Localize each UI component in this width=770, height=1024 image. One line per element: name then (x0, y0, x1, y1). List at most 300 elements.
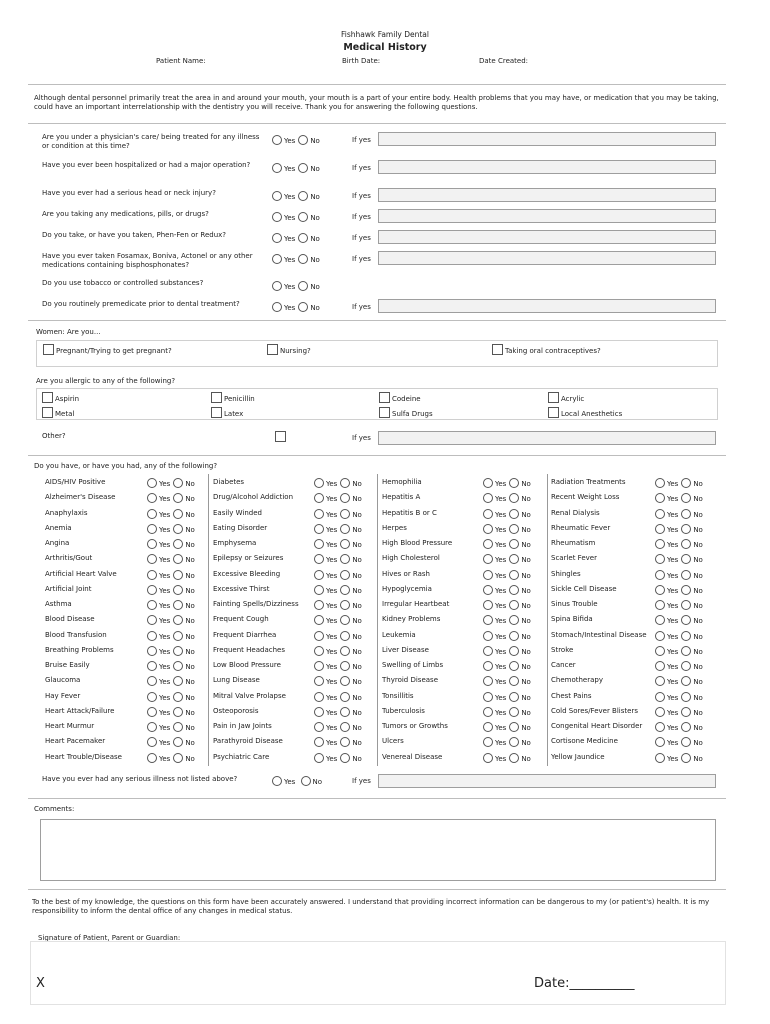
yes-label: Yes (159, 587, 171, 595)
yes-radio[interactable] (147, 493, 157, 503)
no-radio[interactable] (298, 233, 308, 243)
no-radio[interactable] (173, 615, 183, 625)
no-radio[interactable] (509, 478, 519, 488)
yes-label: Yes (667, 617, 679, 625)
no-radio[interactable] (173, 661, 183, 671)
if-yes-label: If yes (352, 255, 371, 263)
yes-label: Yes (495, 556, 507, 564)
yes-radio[interactable] (483, 493, 493, 503)
no-radio[interactable] (173, 753, 183, 763)
yes-label: Yes (495, 709, 507, 717)
condition-label: Stroke (551, 646, 574, 654)
yes-radio[interactable] (314, 524, 324, 534)
checkbox[interactable] (42, 392, 53, 403)
no-label: No (310, 193, 320, 201)
yes-label: Yes (667, 541, 679, 549)
yes-radio[interactable] (655, 554, 665, 564)
no-radio[interactable] (681, 737, 691, 747)
yes-label: Yes (284, 256, 296, 264)
no-label: No (312, 778, 323, 786)
yes-label: Yes (284, 193, 296, 201)
yes-radio[interactable] (314, 554, 324, 564)
yes-radio[interactable] (147, 615, 157, 625)
checkbox[interactable] (267, 344, 278, 355)
no-radio[interactable] (301, 776, 311, 786)
yes-radio[interactable] (147, 661, 157, 671)
no-radio[interactable] (298, 281, 308, 291)
no-radio[interactable] (173, 707, 183, 717)
yes-radio[interactable] (147, 570, 157, 580)
checkbox[interactable] (548, 392, 559, 403)
no-radio[interactable] (509, 676, 519, 686)
yes-radio[interactable] (147, 692, 157, 702)
yes-label: Yes (326, 511, 338, 519)
allergy-label: Local Anesthetics (561, 410, 623, 418)
condition-label: Tuberculosis (382, 707, 425, 715)
yes-radio[interactable] (483, 661, 493, 671)
yes-no-radios (147, 676, 195, 686)
yes-label: Yes (159, 495, 171, 503)
yes-no-radios (483, 539, 531, 549)
divider (28, 84, 726, 85)
yes-label: Yes (495, 617, 507, 625)
allergy-option[interactable] (379, 392, 421, 404)
yes-no-radios (483, 661, 531, 671)
yes-radio[interactable] (655, 737, 665, 747)
yes-label: Yes (667, 755, 679, 763)
no-label: No (693, 724, 703, 732)
no-label: No (352, 678, 362, 686)
if-yes-field[interactable] (378, 251, 716, 265)
yes-radio[interactable] (483, 676, 493, 686)
condition-label: Fainting Spells/Dizziness (213, 600, 299, 608)
no-radio[interactable] (173, 509, 183, 519)
yes-radio[interactable] (147, 585, 157, 595)
yes-label: Yes (284, 283, 296, 291)
no-radio[interactable] (340, 707, 350, 717)
yes-label: Yes (495, 648, 507, 656)
condition-label: Rheumatism (551, 539, 596, 547)
yes-radio[interactable] (272, 281, 282, 291)
condition-label: Congenital Heart Disorder (551, 722, 643, 730)
if-yes-field[interactable] (378, 230, 716, 244)
no-radio[interactable] (340, 737, 350, 747)
no-radio[interactable] (340, 661, 350, 671)
yes-radio[interactable] (314, 753, 324, 763)
yes-radio[interactable] (272, 191, 282, 201)
no-label: No (352, 556, 362, 564)
no-label: No (693, 678, 703, 686)
yes-radio[interactable] (483, 692, 493, 702)
no-radio[interactable] (298, 191, 308, 201)
no-radio[interactable] (340, 493, 350, 503)
yes-no-radios (314, 692, 362, 702)
yes-no-radios (272, 281, 320, 291)
column-divider (208, 474, 209, 766)
no-radio[interactable] (681, 692, 691, 702)
no-radio[interactable] (173, 737, 183, 747)
no-radio[interactable] (340, 692, 350, 702)
no-radio[interactable] (509, 661, 519, 671)
yes-radio[interactable] (147, 737, 157, 747)
yes-radio[interactable] (483, 722, 493, 732)
no-radio[interactable] (340, 585, 350, 595)
no-radio[interactable] (340, 631, 350, 641)
yes-label: Yes (326, 480, 338, 488)
yes-radio[interactable] (314, 661, 324, 671)
no-radio[interactable] (298, 254, 308, 264)
yes-radio[interactable] (272, 163, 282, 173)
no-radio[interactable] (509, 524, 519, 534)
yes-radio[interactable] (147, 753, 157, 763)
condition-label: Bruise Easily (45, 661, 90, 669)
no-label: No (352, 526, 362, 534)
no-label: No (693, 617, 703, 625)
yes-radio[interactable] (655, 707, 665, 717)
no-radio[interactable] (340, 646, 350, 656)
no-radio[interactable] (681, 585, 691, 595)
condition-label: Excessive Thirst (213, 585, 270, 593)
checkbox[interactable] (492, 344, 503, 355)
yes-radio[interactable] (483, 554, 493, 564)
allergy-option[interactable] (548, 392, 584, 404)
yes-radio[interactable] (655, 585, 665, 595)
yes-radio[interactable] (483, 646, 493, 656)
yes-no-radios (483, 722, 531, 732)
no-radio[interactable] (509, 737, 519, 747)
no-radio[interactable] (681, 570, 691, 580)
no-radio[interactable] (509, 554, 519, 564)
yes-radio[interactable] (314, 707, 324, 717)
yes-radio[interactable] (655, 539, 665, 549)
no-radio[interactable] (681, 661, 691, 671)
yes-radio[interactable] (483, 737, 493, 747)
yes-radio[interactable] (314, 493, 324, 503)
yes-radio[interactable] (655, 600, 665, 610)
question-text: Are you taking any medications, pills, or drugs? (42, 210, 209, 218)
yes-radio[interactable] (314, 737, 324, 747)
no-radio[interactable] (173, 539, 183, 549)
divider (28, 123, 726, 124)
no-radio[interactable] (340, 676, 350, 686)
no-radio[interactable] (681, 722, 691, 732)
no-radio[interactable] (173, 600, 183, 610)
yes-no-radios (147, 615, 195, 625)
no-label: No (521, 633, 531, 641)
yes-no-radios (147, 661, 195, 671)
no-label: No (693, 587, 703, 595)
no-label: No (693, 694, 703, 702)
yes-radio[interactable] (483, 585, 493, 595)
no-radio[interactable] (509, 631, 519, 641)
yes-radio[interactable] (314, 600, 324, 610)
yes-radio[interactable] (272, 254, 282, 264)
yes-radio[interactable] (655, 493, 665, 503)
no-radio[interactable] (340, 570, 350, 580)
condition-label: Easily Winded (213, 509, 262, 517)
no-radio[interactable] (340, 600, 350, 610)
yes-radio[interactable] (483, 539, 493, 549)
yes-radio[interactable] (147, 554, 157, 564)
yes-radio[interactable] (655, 524, 665, 534)
yes-radio[interactable] (314, 631, 324, 641)
yes-radio[interactable] (483, 600, 493, 610)
yes-radio[interactable] (483, 631, 493, 641)
condition-label: AIDS/HIV Positive (45, 478, 106, 486)
yes-radio[interactable] (655, 615, 665, 625)
no-label: No (521, 724, 531, 732)
yes-radio[interactable] (314, 692, 324, 702)
yes-radio[interactable] (655, 631, 665, 641)
yes-radio[interactable] (483, 615, 493, 625)
yes-radio[interactable] (272, 135, 282, 145)
allergy-option[interactable] (42, 392, 79, 404)
if-yes-field[interactable] (378, 209, 716, 223)
no-label: No (521, 572, 531, 580)
yes-label: Yes (159, 678, 171, 686)
no-radio[interactable] (340, 615, 350, 625)
women-option[interactable] (267, 344, 311, 356)
yes-radio[interactable] (147, 600, 157, 610)
yes-radio[interactable] (483, 524, 493, 534)
yes-no-radios (483, 600, 531, 610)
yes-radio[interactable] (483, 509, 493, 519)
yes-label: Yes (159, 663, 171, 671)
no-radio[interactable] (509, 753, 519, 763)
condition-label: Radiation Treatments (551, 478, 626, 486)
if-yes-field[interactable] (378, 188, 716, 202)
no-radio[interactable] (173, 676, 183, 686)
yes-radio[interactable] (314, 615, 324, 625)
no-radio[interactable] (681, 707, 691, 717)
yes-radio[interactable] (655, 722, 665, 732)
checkbox[interactable] (548, 407, 559, 418)
no-radio[interactable] (509, 600, 519, 610)
no-radio[interactable] (509, 722, 519, 732)
no-radio[interactable] (681, 554, 691, 564)
no-label: No (185, 556, 195, 564)
condition-label: Blood Transfusion (45, 631, 107, 639)
no-radio[interactable] (340, 753, 350, 763)
condition-label: Hay Fever (45, 692, 81, 700)
women-option-label: Nursing? (280, 347, 311, 355)
yes-label: Yes (667, 587, 679, 595)
yes-radio[interactable] (147, 478, 157, 488)
condition-label: Sickle Cell Disease (551, 585, 617, 593)
yes-radio[interactable] (314, 722, 324, 732)
yes-no-radios (655, 615, 703, 625)
yes-radio[interactable] (483, 753, 493, 763)
yes-no-radios (314, 493, 362, 503)
no-radio[interactable] (173, 493, 183, 503)
no-radio[interactable] (340, 509, 350, 519)
allergy-option[interactable] (42, 407, 74, 419)
no-radio[interactable] (509, 509, 519, 519)
no-radio[interactable] (681, 615, 691, 625)
yes-no-radios (147, 509, 195, 519)
yes-radio[interactable] (655, 570, 665, 580)
yes-radio[interactable] (147, 509, 157, 519)
women-option[interactable] (43, 344, 172, 356)
yes-no-radios (655, 493, 703, 503)
yes-radio[interactable] (655, 753, 665, 763)
no-radio[interactable] (681, 646, 691, 656)
no-radio[interactable] (173, 570, 183, 580)
condition-label: Asthma (45, 600, 72, 608)
other-allergy-checkbox[interactable] (275, 431, 286, 442)
no-label: No (185, 495, 195, 503)
condition-label: Rheumatic Fever (551, 524, 611, 532)
no-radio[interactable] (173, 524, 183, 534)
no-radio[interactable] (681, 600, 691, 610)
no-radio[interactable] (681, 539, 691, 549)
checkbox[interactable] (43, 344, 54, 355)
yes-label: Yes (667, 526, 679, 534)
yes-radio[interactable] (655, 676, 665, 686)
no-radio[interactable] (509, 539, 519, 549)
no-label: No (521, 541, 531, 549)
no-radio[interactable] (340, 539, 350, 549)
yes-no-radios (272, 212, 320, 222)
no-radio[interactable] (298, 135, 308, 145)
yes-radio[interactable] (314, 509, 324, 519)
yes-radio[interactable] (272, 233, 282, 243)
no-radio[interactable] (509, 692, 519, 702)
checkbox[interactable] (42, 407, 53, 418)
no-label: No (185, 602, 195, 610)
yes-radio[interactable] (655, 646, 665, 656)
if-yes-field[interactable] (378, 160, 716, 174)
no-radio[interactable] (509, 646, 519, 656)
no-radio[interactable] (173, 585, 183, 595)
no-label: No (352, 663, 362, 671)
yes-radio[interactable] (272, 302, 282, 312)
no-label: No (521, 526, 531, 534)
yes-radio[interactable] (147, 539, 157, 549)
yes-label: Yes (326, 541, 338, 549)
condition-label: Frequent Cough (213, 615, 269, 623)
yes-radio[interactable] (655, 661, 665, 671)
no-radio[interactable] (681, 753, 691, 763)
yes-radio[interactable] (314, 646, 324, 656)
other-allergy-field[interactable] (378, 431, 716, 445)
yes-radio[interactable] (314, 539, 324, 549)
no-radio[interactable] (298, 163, 308, 173)
yes-no-radios (483, 509, 531, 519)
no-label: No (185, 694, 195, 702)
yes-radio[interactable] (147, 707, 157, 717)
yes-radio[interactable] (147, 631, 157, 641)
yes-radio[interactable] (314, 585, 324, 595)
yes-radio[interactable] (655, 692, 665, 702)
yes-no-radios (314, 509, 362, 519)
no-radio[interactable] (173, 478, 183, 488)
yes-radio[interactable] (147, 646, 157, 656)
allergy-label: Acrylic (561, 395, 585, 403)
no-radio[interactable] (509, 570, 519, 580)
allergy-option[interactable] (211, 392, 255, 404)
yes-no-radios (272, 254, 320, 264)
yes-radio[interactable] (147, 676, 157, 686)
yes-radio[interactable] (483, 478, 493, 488)
yes-radio[interactable] (483, 570, 493, 580)
yes-radio[interactable] (147, 722, 157, 732)
no-radio[interactable] (509, 493, 519, 503)
yes-no-radios (483, 707, 531, 717)
question-text: Do you take, or have you taken, Phen-Fen or Redux? (42, 231, 227, 239)
no-radio[interactable] (681, 524, 691, 534)
checkbox[interactable] (211, 392, 222, 403)
no-radio[interactable] (340, 524, 350, 534)
yes-label: Yes (495, 526, 507, 534)
yes-label: Yes (159, 739, 171, 747)
no-radio[interactable] (509, 585, 519, 595)
no-radio[interactable] (340, 478, 350, 488)
yes-radio[interactable] (655, 478, 665, 488)
if-yes-field[interactable] (378, 132, 716, 146)
comments-field[interactable] (40, 819, 716, 881)
allergy-option[interactable] (379, 407, 433, 419)
checkbox[interactable] (379, 392, 390, 403)
no-label: No (521, 511, 531, 519)
yes-no-radios (655, 646, 703, 656)
no-radio[interactable] (509, 615, 519, 625)
condition-label: Drug/Alcohol Addiction (213, 493, 294, 501)
no-radio[interactable] (173, 692, 183, 702)
serious-illness-field[interactable] (378, 774, 716, 788)
no-radio[interactable] (298, 212, 308, 222)
no-radio[interactable] (681, 478, 691, 488)
no-radio[interactable] (173, 631, 183, 641)
condition-label: Ulcers (382, 737, 404, 745)
no-radio[interactable] (340, 722, 350, 732)
women-option[interactable] (492, 344, 601, 356)
checkbox[interactable] (379, 407, 390, 418)
yes-radio[interactable] (314, 478, 324, 488)
allergy-option[interactable] (211, 407, 243, 419)
condition-label: Renal Dialysis (551, 509, 600, 517)
yes-radio[interactable] (272, 776, 282, 786)
no-label: No (352, 480, 362, 488)
yes-radio[interactable] (314, 676, 324, 686)
yes-radio[interactable] (483, 707, 493, 717)
allergy-label: Metal (55, 410, 75, 418)
question-text: Do you use tobacco or controlled substances? (42, 279, 204, 287)
no-radio[interactable] (173, 722, 183, 732)
no-radio[interactable] (681, 676, 691, 686)
allergy-option[interactable] (548, 407, 622, 419)
no-radio[interactable] (173, 554, 183, 564)
yes-radio[interactable] (272, 212, 282, 222)
no-radio[interactable] (509, 707, 519, 717)
yes-radio[interactable] (655, 509, 665, 519)
no-radio[interactable] (173, 646, 183, 656)
no-radio[interactable] (681, 631, 691, 641)
no-radio[interactable] (681, 493, 691, 503)
yes-label: Yes (284, 304, 296, 312)
no-radio[interactable] (298, 302, 308, 312)
no-label: No (310, 214, 320, 222)
no-radio[interactable] (681, 509, 691, 519)
yes-radio[interactable] (147, 524, 157, 534)
condition-label: Swelling of Limbs (382, 661, 444, 669)
checkbox[interactable] (211, 407, 222, 418)
if-yes-field[interactable] (378, 299, 716, 313)
yes-radio[interactable] (314, 570, 324, 580)
no-label: No (521, 617, 531, 625)
yes-label: Yes (284, 778, 296, 786)
no-radio[interactable] (340, 554, 350, 564)
